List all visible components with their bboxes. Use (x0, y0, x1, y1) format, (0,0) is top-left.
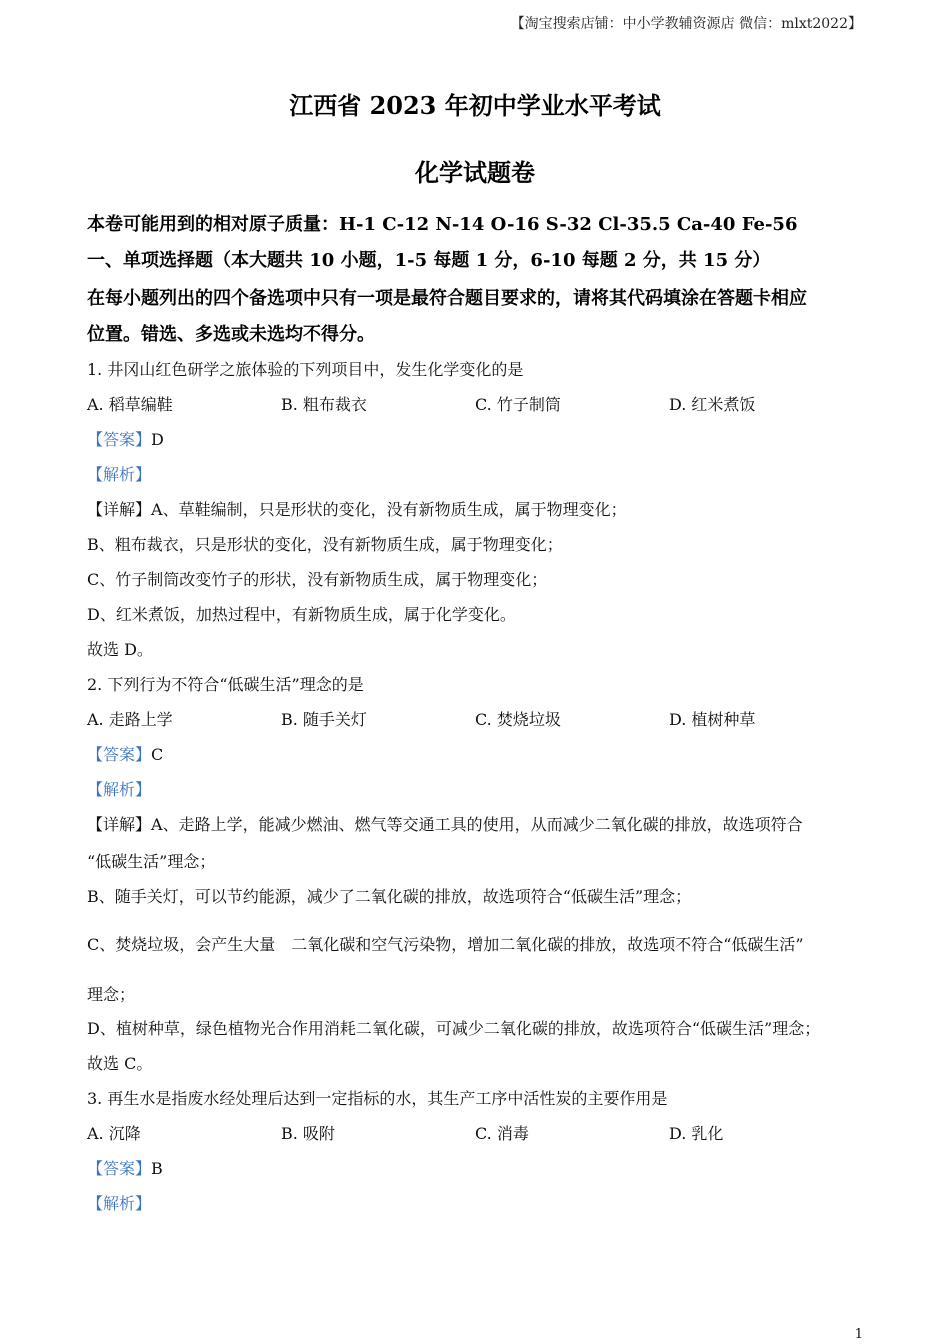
question-stem: 2. 下列行为不符合“低碳生活”理念的是 (87, 675, 364, 694)
option-c: C. 焚烧垃圾 (475, 710, 561, 729)
option-c: C. 消毒 (475, 1124, 529, 1143)
answer-line (87, 742, 163, 765)
page-subtitle: 化学试题卷 (415, 158, 535, 187)
detail-line: C、焚烧垃圾，会产生大量 二氧化碳和空气污染物，增加二氧化碳的排放，故选项不符合“低碳生活” (87, 935, 804, 954)
analysis-label: 【解析】 (87, 780, 152, 799)
answer-label: 【答案】 (87, 430, 152, 449)
option-b: B. 随手关灯 (281, 710, 367, 729)
question-stem: 3. 再生水是指废水经处理后达到一定指标的水，其生产工序中活性炭的主要作用是 (87, 1089, 668, 1108)
conclusion: 故选 D。 (87, 640, 153, 659)
option-d: D. 乳化 (669, 1124, 724, 1143)
option-a: A. 稻草编鞋 (87, 395, 173, 414)
detail-text: A、草鞋编制，只是形状的变化，没有新物质生成，属于物理变化； (151, 500, 627, 519)
page-title: 江西省 2023 年初中学业水平考试 (289, 91, 661, 120)
detail-line: D、红米煮饭，加热过程中，有新物质生成，属于化学变化。 (87, 605, 516, 624)
answer-label: 【答案】 (87, 745, 152, 764)
section-heading: 一、单项选择题（本大题共 10 小题，1-5 每题 1 分，6-10 每题 2 分，共 15 分） (87, 250, 771, 271)
answer-line (87, 1156, 163, 1179)
atomic-masses: 本卷可能用到的相对原子质量：H-1 C-12 N-14 O-16 S-32 Cl-35.5 Ca-40 Fe-56 (87, 214, 798, 235)
detail-line: “低碳生活”理念； (87, 852, 216, 871)
option-a: A. 沉降 (87, 1124, 141, 1143)
option-b: B. 粗布裁衣 (281, 395, 367, 414)
conclusion: 故选 C。 (87, 1054, 153, 1073)
section-instructions-1: 在每小题列出的四个备选项中只有一项是最符合题目要求的，请将其代码填涂在答题卡相应 (87, 288, 807, 309)
detail-line (87, 812, 803, 835)
analysis-label: 【解析】 (87, 1194, 152, 1213)
detail-label: 【详解】 (87, 500, 152, 519)
detail-line: 理念； (87, 985, 136, 1004)
detail-line (87, 497, 627, 520)
detail-line: B、随手关灯，可以节约能源，减少了二氧化碳的排放，故选项符合“低碳生活”理念； (87, 887, 692, 906)
analysis-label: 【解析】 (87, 465, 152, 484)
header-note: 【淘宝搜索店铺：中小学教辅资源店 微信：mlxt2022】 (510, 16, 862, 32)
answer-value: D (151, 430, 164, 449)
option-d: D. 红米煮饭 (669, 395, 756, 414)
answer-value: B (151, 1159, 163, 1178)
option-a: A. 走路上学 (87, 710, 173, 729)
detail-line: B、粗布裁衣，只是形状的变化，没有新物质生成，属于物理变化； (87, 535, 563, 554)
page-number: 1 (854, 1327, 863, 1342)
detail-line: C、竹子制筒改变竹子的形状，没有新物质生成，属于物理变化； (87, 570, 548, 589)
detail-text: A、走路上学，能减少燃油、燃气等交通工具的使用，从而减少二氧化碳的排放，故选项符合 (151, 815, 803, 834)
section-instructions-2: 位置。错选、多选或未选均不得分。 (87, 324, 375, 345)
option-d: D. 植树种草 (669, 710, 756, 729)
answer-label: 【答案】 (87, 1159, 152, 1178)
detail-label: 【详解】 (87, 815, 152, 834)
answer-line (87, 427, 164, 450)
question-stem: 1. 井冈山红色研学之旅体验的下列项目中，发生化学变化的是 (87, 360, 524, 379)
option-c: C. 竹子制筒 (475, 395, 561, 414)
answer-value: C (151, 745, 164, 764)
detail-line: D、植树种草，绿色植物光合作用消耗二氧化碳，可减少二氧化碳的排放，故选项符合“低碳生活”理念； (87, 1019, 821, 1038)
option-b: B. 吸附 (281, 1124, 335, 1143)
